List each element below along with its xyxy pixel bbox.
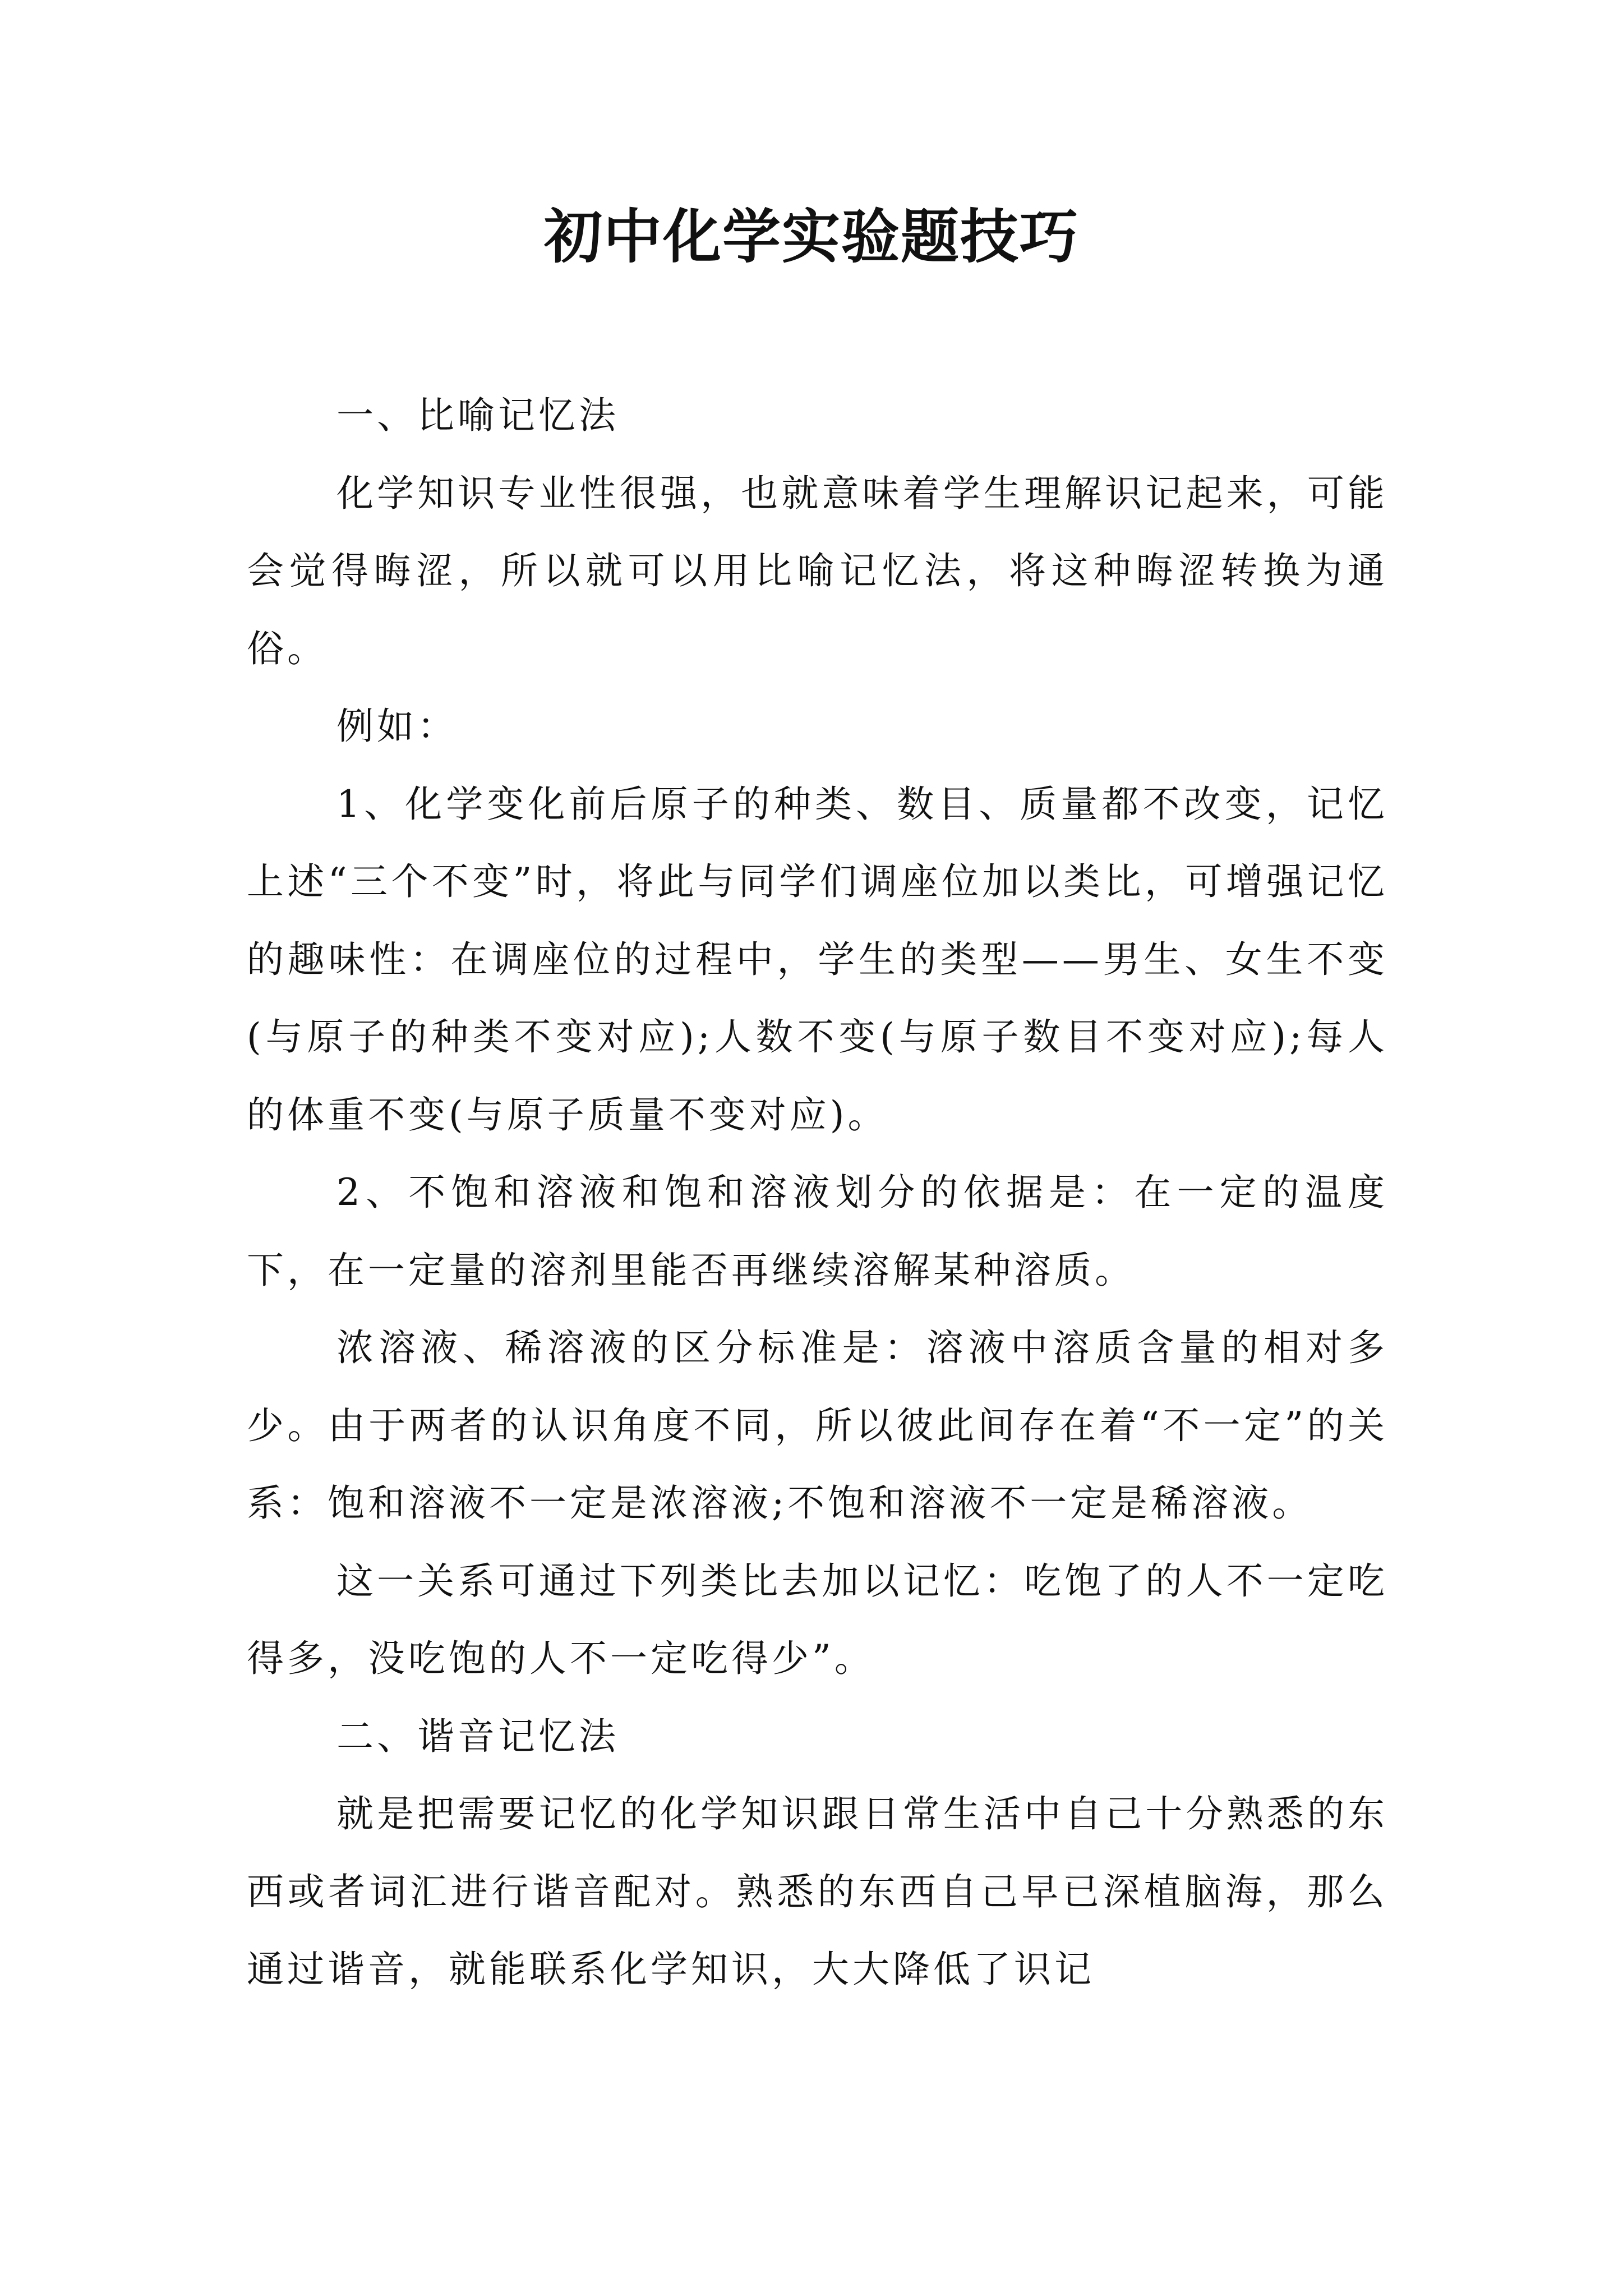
document-title: 初中化学实验题技巧 — [543, 202, 1079, 271]
paragraph: 浓溶液、稀溶液的区分标准是：溶液中溶质含量的相对多少。由于两者的认识角度不同，所以彼此间存在着“不一定”的关系：饱和溶液不一定是浓溶液;不饱和溶液不一定是稀溶液。 — [247, 1326, 1388, 1525]
section-heading-metaphor: 一、比喻记忆法 — [336, 394, 619, 437]
section-heading-homophone: 二、谐音记忆法 — [336, 1714, 619, 1758]
paragraph: 这一关系可通过下列类比去加以记忆：吃饱了的人不一定吃得多，没吃饱的人不一定吃得少”。 — [247, 1559, 1388, 1680]
document-body — [247, 377, 1388, 2009]
paragraph: 1、化学变化前后原子的种类、数目、质量都不改变，记忆上述“三个不变”时，将此与同学们调座位加以类比，可增强记忆的趣味性：在调座位的过程中，学生的类型——男生、女生不变(与原子的种类不变对应);人数不变(与原子数目不变对应);每人的体重不变(与原子质量不变对应)。 — [247, 782, 1388, 1137]
paragraph: 就是把需要记忆的化学知识跟日常生活中自己十分熟悉的东西或者词汇进行谐音配对。熟悉的东西自己早已深植脑海，那么通过谐音，就能联系化学知识，大大降低了识记 — [247, 1792, 1388, 1991]
paragraph: 2、不饱和溶液和饱和溶液划分的依据是：在一定的温度下，在一定量的溶剂里能否再继续溶解某种溶质。 — [247, 1171, 1388, 1292]
paragraph: 例如： — [336, 705, 458, 748]
paragraph: 化学知识专业性很强，也就意味着学生理解识记起来，可能会觉得晦涩，所以就可以用比喻记忆法，将这种晦涩转换为通俗。 — [247, 471, 1388, 670]
